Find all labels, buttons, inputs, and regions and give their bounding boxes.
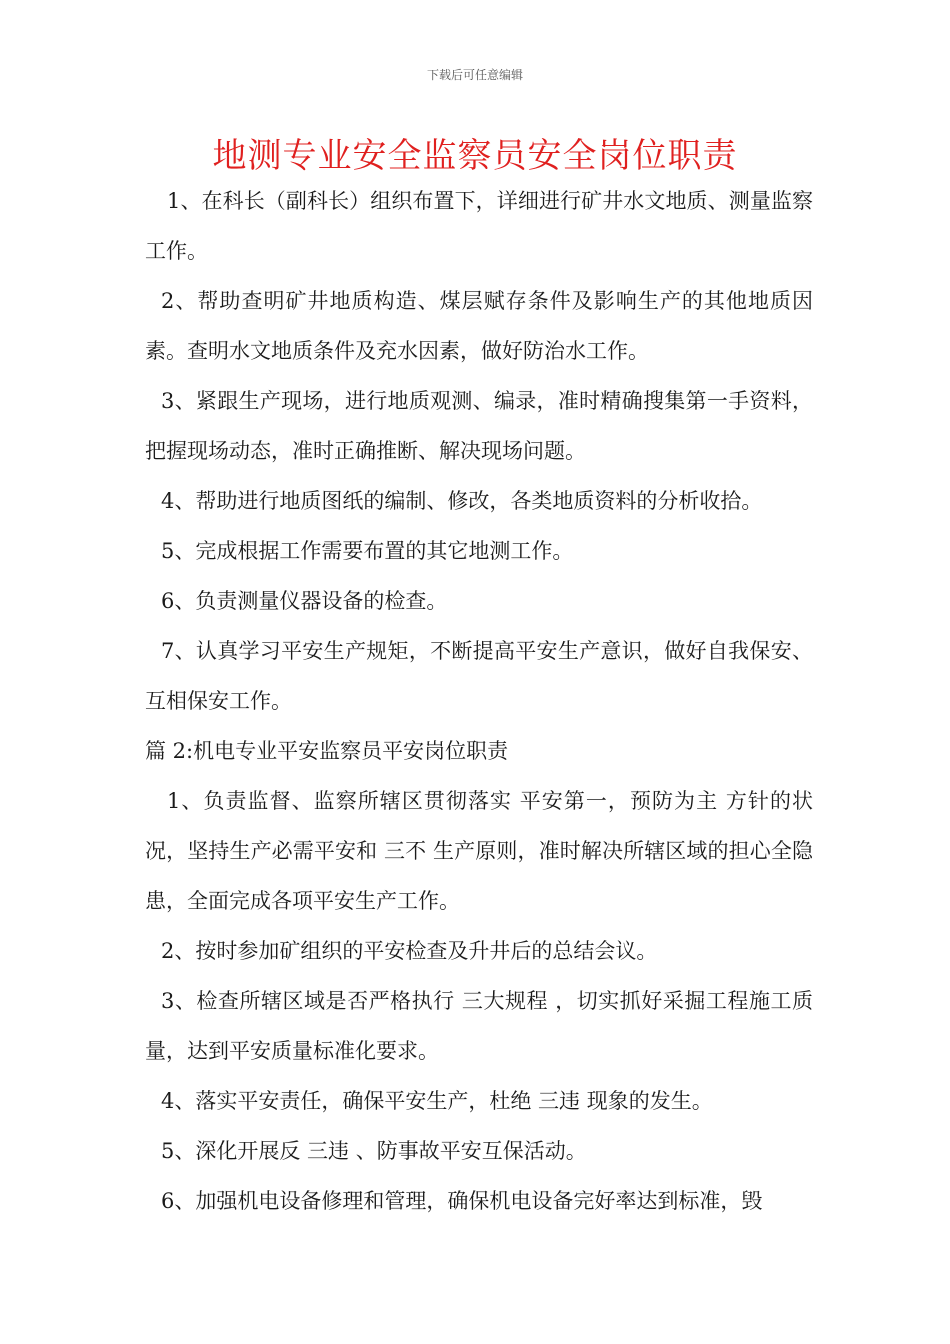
paragraph: 1、在科长（副科长）组织布置下，详细进行矿井水文地质、测量监察工作。 [145, 189, 813, 263]
paragraph: 2、帮助查明矿井地质构造、煤层赋存条件及影响生产的其他地质因素。查明水文地质条件及充水因素，做好防治水工作。 [145, 289, 813, 363]
paragraph: 3、紧跟生产现场，进行地质观测、编录，准时精确搜集第一手资料，把握现场动态，准时正确推断、解决现场问题。 [145, 389, 813, 463]
section-heading: 篇 2:机电专业平安监察员平安岗位职责 [145, 739, 509, 763]
paragraph: 4、落实平安责任，确保平安生产，杜绝 三违 现象的发生。 [161, 1089, 713, 1113]
paragraph: 7、认真学习平安生产规矩，不断提高平安生产意识，做好自我保安、互相保安工作。 [145, 639, 813, 713]
paragraph: 5、深化开展反 三违 、防事故平安互保活动。 [161, 1139, 587, 1163]
document-body [145, 176, 813, 1226]
paragraph: 2、按时参加矿组织的平安检查及升井后的总结会议。 [161, 939, 658, 963]
header-note: 下载后可任意编辑 [426, 68, 523, 82]
paragraph: 3、检查所辖区域是否严格执行 三大规程 ，切实抓好采掘工程施工质量，达到平安质量标准化要求。 [145, 989, 813, 1063]
paragraph: 1、负责监督、监察所辖区贯彻落实 平安第一，预防为主 方针的状况，坚持生产必需平安和 三不 生产原则，准时解决所辖区域的担心全隐患，全面完成各项平安生产工作。 [145, 789, 813, 913]
document-title: 地测专业安全监察员安全岗位职责 [212, 136, 738, 176]
paragraph: 5、完成根据工作需要布置的其它地测工作。 [161, 539, 574, 563]
paragraph: 6、加强机电设备修理和管理，确保机电设备完好率达到标准，毁 [161, 1189, 763, 1213]
paragraph: 6、负责测量仪器设备的检查。 [161, 589, 448, 613]
paragraph: 4、帮助进行地质图纸的编制、修改，各类地质资料的分析收拾。 [161, 489, 763, 513]
